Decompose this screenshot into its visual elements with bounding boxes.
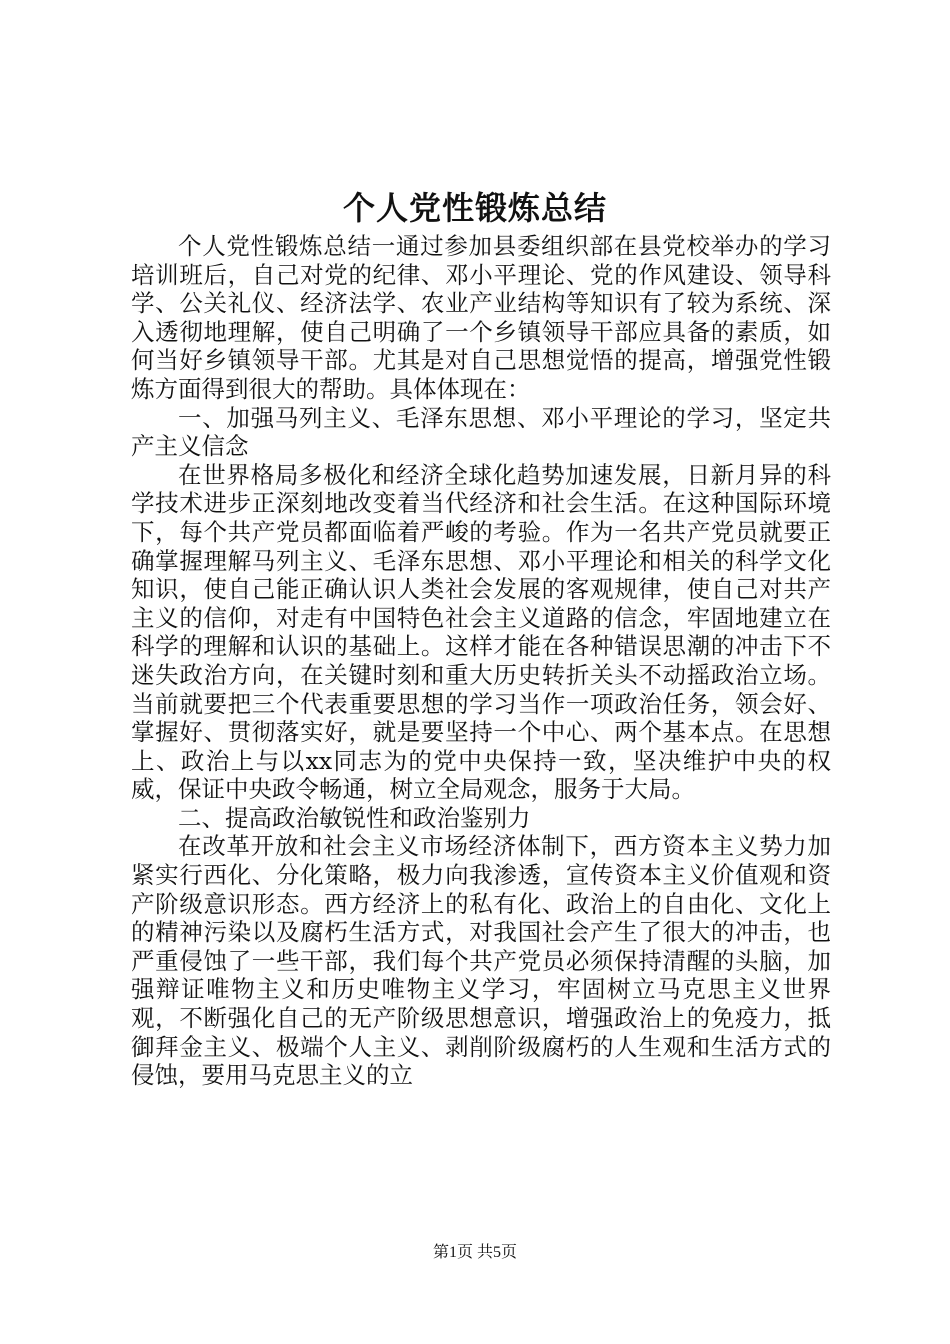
section-heading-2: 二、提高政治敏锐性和政治鉴别力 (178, 803, 531, 832)
section-heading-1: 一、加强马列主义、毛泽东思想、邓小平理论的学习，坚定共产主义信念 (131, 403, 831, 461)
page-title: 个人党性锻炼总结 (342, 189, 607, 227)
paragraph-section-2: 在改革开放和社会主义市场经济体制下，西方资本主义势力加紧实行西化、分化策略，极力向我渗透，宣传资本主义价值观和资产阶级意识形态。西方经济上的私有化、政治上的自由化、文化上的精神污染以及腐朽生活方式，对我国社会产生了很大的冲击，也严重侵蚀了一些干部，我们每个共产党员必须保持清醒的头脑，加强辩证唯物主义和历史唯物主义学习，牢固树立马克思主义世界观，不断强化自己的无产阶级思想意识，增强政治上的免疫力，抵御拜金主义、极端个人主义、剥削阶级腐朽的人生观和生活方式的侵蚀，要用马克思主义的立 (131, 832, 831, 1090)
page-number-footer: 第1页 共5页 (432, 1244, 517, 1261)
paragraph-intro: 个人党性锻炼总结一通过参加县委组织部在县党校举办的学习培训班后，自己对党的纪律、邓小平理论、党的作风建设、领导科学、公关礼仪、经济法学、农业产业结构等知识有了较为系统、深入透彻地理解，使自己明确了一个乡镇领导干部应具备的素质，如何当好乡镇领导干部。尤其是对自己思想觉悟的提高，增强党性锻炼方面得到很大的帮助。具体体现在： (131, 232, 831, 403)
paragraph-section-1: 在世界格局多极化和经济全球化趋势加速发展，日新月异的科学技术进步正深刻地改变着当代经济和社会生活。在这种国际环境下，每个共产党员都面临着严峻的考验。作为一名共产党员就要正确掌握理解马列主义、毛泽东思想、邓小平理论和相关的科学文化知识，使自己能正确认识人类社会发展的客观规律，使自己对共产主义的信仰，对走有中国特色社会主义道路的信念，牢固地建立在科学的理解和认识的基础上。这样才能在各种错误思潮的冲击下不迷失政治方向，在关键时刻和重大历史转折关头不动摇政治立场。当前就要把三个代表重要思想的学习当作一项政治任务，领会好、掌握好、贯彻落实好，就是要坚持一个中心、两个基本点。在思想上、政治上与以xx同志为的党中央保持一致，坚决维护中央的权威，保证中央政令畅通，树立全局观念，服务于大局。 (131, 460, 831, 804)
document-body (131, 232, 831, 1090)
